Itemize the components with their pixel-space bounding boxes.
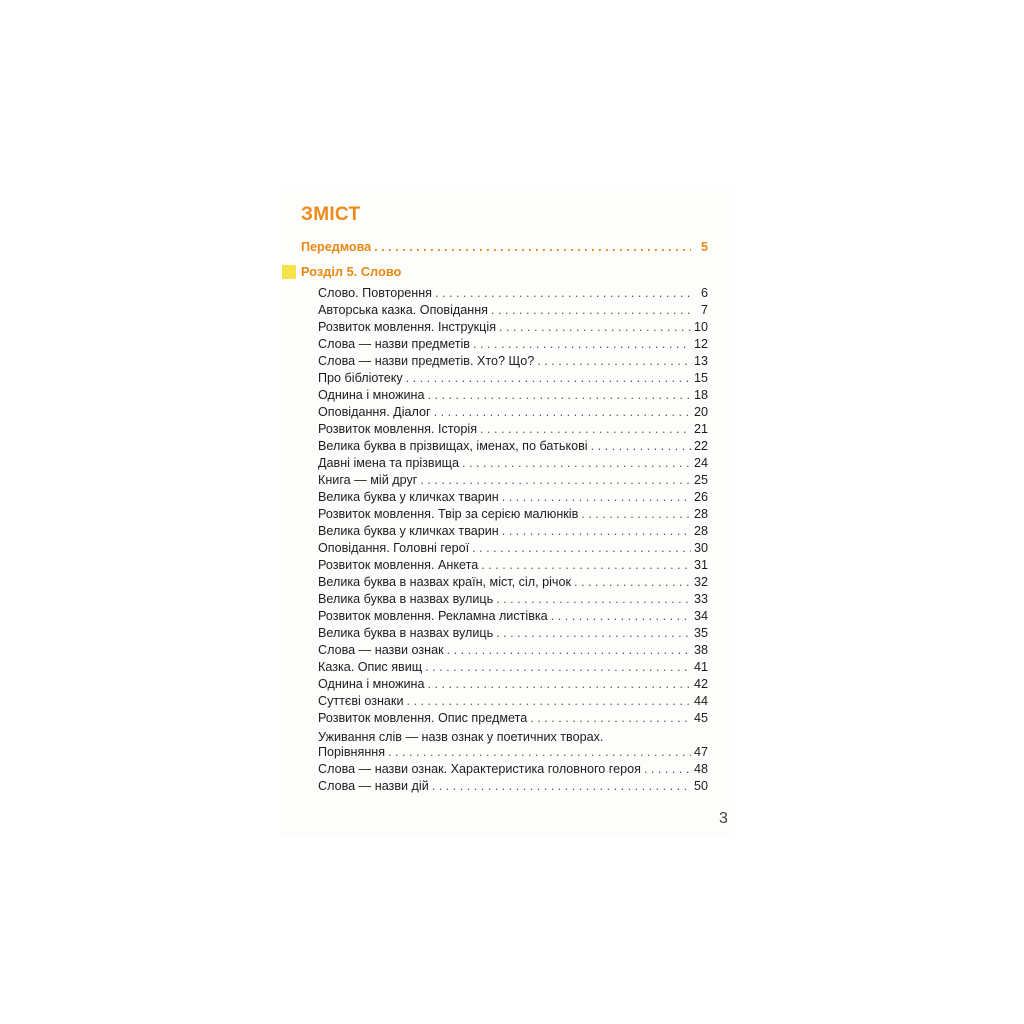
toc-entry[interactable]	[318, 422, 708, 439]
toc-entry-page: 28	[693, 524, 708, 538]
toc-entry-label: Про бібліотеку	[318, 371, 403, 385]
toc-entry-label: Однина і множина	[318, 388, 425, 402]
toc-entry[interactable]	[318, 388, 708, 405]
toc-entry-label: Однина і множина	[318, 677, 425, 691]
dot-leader	[574, 575, 691, 589]
toc-entry-label: Розвиток мовлення. Опис предмета	[318, 711, 528, 725]
toc-entry-page: 13	[693, 354, 708, 368]
toc-entry[interactable]	[318, 558, 708, 575]
toc-entry-page: 6	[700, 286, 708, 300]
toc-entry-label: Казка. Опис явищ	[318, 660, 423, 674]
toc-entry[interactable]	[318, 762, 708, 779]
dot-leader	[530, 711, 691, 725]
toc-entry-label: Порівняння	[318, 745, 386, 759]
dot-leader	[428, 677, 691, 691]
toc-entry-label: Велика буква в назвах вулиць	[318, 626, 494, 640]
toc-entry-label: Розвиток мовлення. Анкета	[318, 558, 479, 572]
toc-entry-label: Розвиток мовлення. Твір за серією малюнків	[318, 507, 579, 521]
toc-entry[interactable]	[318, 626, 708, 643]
toc-entry[interactable]	[318, 456, 708, 473]
toc-entry[interactable]	[318, 354, 708, 371]
dot-leader	[481, 558, 691, 572]
toc-entry-label: Давні імена та прізвища	[318, 456, 460, 470]
toc-entry-label: Велика буква в назвах країн, міст, сіл, річок	[318, 575, 571, 589]
toc-entry[interactable]	[318, 524, 708, 541]
dot-leader	[499, 320, 691, 334]
toc-entry-label: Велика буква в прізвищах, іменах, по батькові	[318, 439, 588, 453]
toc-entry-page: 32	[693, 575, 708, 589]
toc-entry-multiline-first[interactable]: Уживання слів — назв ознак у поетичних творах.	[318, 730, 604, 744]
toc-entry-page: 21	[693, 422, 708, 436]
toc-entry-page: 31	[693, 558, 708, 572]
dot-leader	[496, 626, 691, 640]
dot-leader	[420, 473, 691, 487]
toc-entry-page: 44	[693, 694, 708, 708]
toc-entry-label: Слова — назви дій	[318, 779, 429, 793]
toc-entry-label: Слова — назви предметів	[318, 337, 470, 351]
toc-entry-page: 10	[693, 320, 708, 334]
toc-entry-label: Авторська казка. Оповідання	[318, 303, 488, 317]
toc-entry-page: 48	[693, 762, 708, 776]
toc-entry-page: 30	[693, 541, 708, 555]
toc-entry[interactable]	[318, 405, 708, 422]
dot-leader	[432, 779, 691, 793]
toc-entry[interactable]	[318, 592, 708, 609]
toc-entry-label: Велика буква у кличках тварин	[318, 490, 499, 504]
toc-entry-label: Розвиток мовлення. Історія	[318, 422, 478, 436]
dot-leader	[473, 337, 691, 351]
toc-entry-page: 15	[693, 371, 708, 385]
toc-entry-page: 35	[693, 626, 708, 640]
dot-leader	[434, 405, 691, 419]
dot-leader	[462, 456, 691, 470]
toc-entry-label: Розвиток мовлення. Рекламна листівка	[318, 609, 548, 623]
toc-entry[interactable]	[318, 541, 708, 558]
toc-entry-page: 38	[693, 643, 708, 657]
toc-entry[interactable]	[318, 507, 708, 524]
section-marker-icon	[282, 265, 296, 279]
dot-leader	[374, 240, 691, 254]
toc-entry[interactable]	[318, 320, 708, 337]
dot-leader	[496, 592, 691, 606]
toc-entry-multiline-second[interactable]	[318, 745, 708, 762]
toc-title: ЗМІСТ	[301, 204, 361, 225]
dot-leader	[428, 388, 691, 402]
dot-leader	[591, 439, 691, 453]
dot-leader	[435, 286, 691, 300]
toc-entry[interactable]	[318, 286, 708, 303]
dot-leader	[551, 609, 691, 623]
toc-entry[interactable]	[318, 439, 708, 456]
toc-entry-label: Передмова	[301, 240, 372, 254]
toc-entry-page: 22	[693, 439, 708, 453]
toc-entry-label: Велика буква в назвах вулиць	[318, 592, 494, 606]
dot-leader	[425, 660, 691, 674]
dot-leader	[406, 371, 691, 385]
toc-entry-label: Розвиток мовлення. Інструкція	[318, 320, 497, 334]
toc-entry-label: Слова — назви предметів. Хто? Що?	[318, 354, 535, 368]
toc-entry-page: 50	[693, 779, 708, 793]
toc-entry-page: 34	[693, 609, 708, 623]
dot-leader	[537, 354, 691, 368]
toc-entry-label: Суттєві ознаки	[318, 694, 404, 708]
dot-leader	[447, 643, 691, 657]
toc-entry[interactable]	[318, 575, 708, 592]
toc-entry-label: Слова — назви ознак. Характеристика головного героя	[318, 762, 641, 776]
toc-entry-page: 20	[693, 405, 708, 419]
toc-entry-label: Оповідання. Діалог	[318, 405, 431, 419]
toc-entry[interactable]	[318, 473, 708, 490]
toc-entry[interactable]	[318, 779, 708, 796]
dot-leader	[502, 524, 691, 538]
toc-entry-page: 25	[693, 473, 708, 487]
toc-entry-label: Оповідання. Головні герої	[318, 541, 470, 555]
section-label: Розділ 5. Слово	[301, 264, 402, 279]
toc-entry-page: 7	[700, 303, 708, 317]
toc-entry-page: 42	[693, 677, 708, 691]
dot-leader	[581, 507, 691, 521]
toc-entry-page: 28	[693, 507, 708, 521]
page-number: 3	[719, 810, 728, 827]
dot-leader	[502, 490, 691, 504]
dot-leader	[406, 694, 691, 708]
toc-entry[interactable]	[318, 643, 708, 660]
toc-section-heading[interactable]	[282, 263, 401, 280]
toc-entry-page: 41	[693, 660, 708, 674]
toc-entry-preface[interactable]	[301, 240, 708, 257]
toc-entry-label: Слова — назви ознак	[318, 643, 444, 657]
toc-entry-page: 26	[693, 490, 708, 504]
toc-entry[interactable]	[318, 694, 708, 711]
toc-entry[interactable]	[318, 711, 708, 728]
dot-leader	[491, 303, 691, 317]
toc-entry[interactable]	[318, 490, 708, 507]
toc-entry[interactable]	[318, 337, 708, 354]
toc-entry-label: Книга — мій друг	[318, 473, 418, 487]
toc-entry-label: Велика буква у кличках тварин	[318, 524, 499, 538]
toc-entry[interactable]	[318, 371, 708, 388]
toc-entry-page: 33	[693, 592, 708, 606]
toc-entry-page: 45	[693, 711, 708, 725]
toc-entry-page: 5	[700, 240, 708, 254]
toc-entry-page: 47	[693, 745, 708, 759]
toc-entry[interactable]	[318, 677, 708, 694]
toc-entry-page: 12	[693, 337, 708, 351]
dot-leader	[472, 541, 691, 555]
toc-entry[interactable]	[318, 660, 708, 677]
toc-entry-label: Слово. Повторення	[318, 286, 432, 300]
toc-entry[interactable]	[318, 609, 708, 626]
toc-entry-page: 18	[693, 388, 708, 402]
dot-leader	[388, 745, 691, 759]
dot-leader	[480, 422, 691, 436]
toc-entry[interactable]	[318, 303, 708, 320]
toc-entry-page: 24	[693, 456, 708, 470]
dot-leader	[644, 762, 691, 776]
